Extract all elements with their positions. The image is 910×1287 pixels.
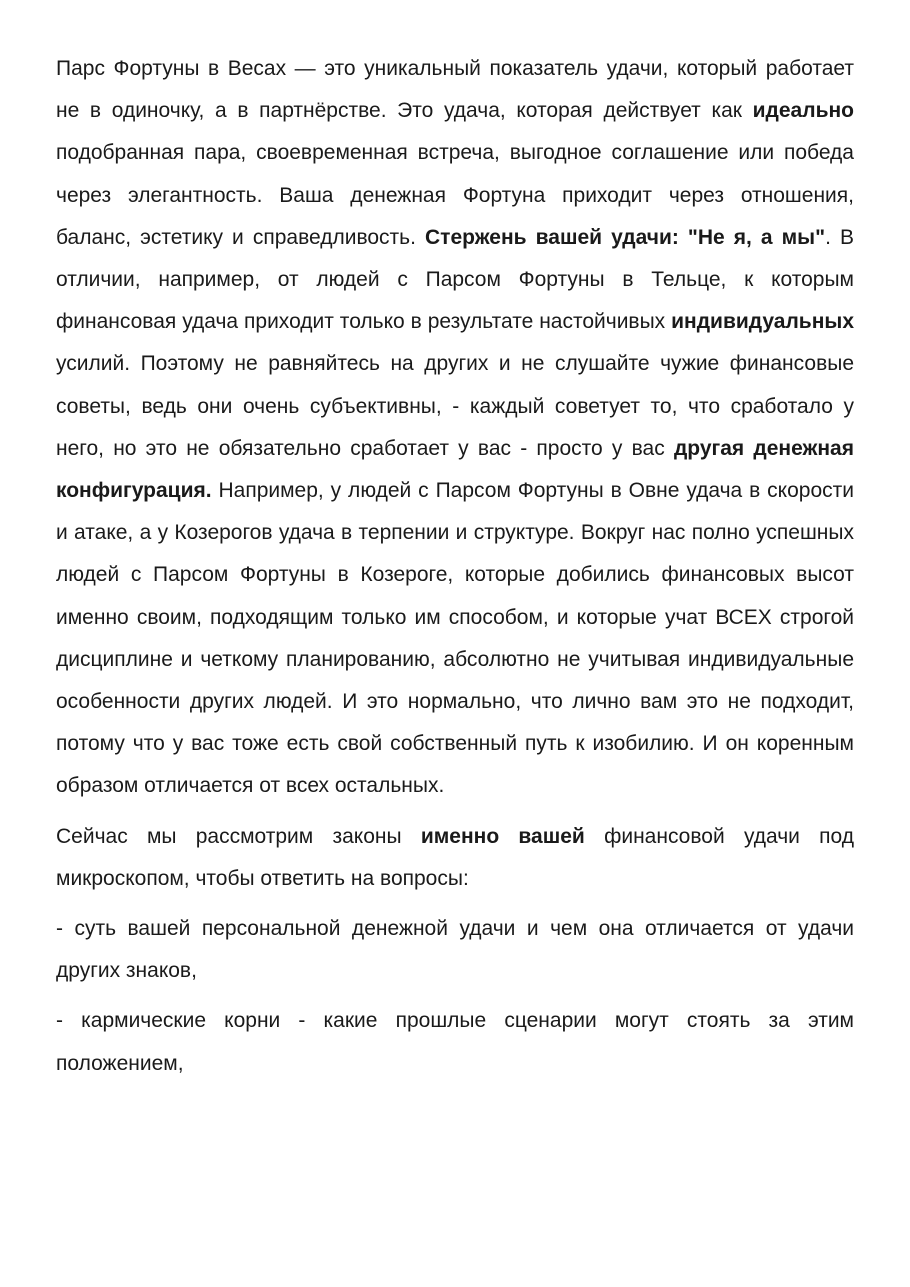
document-page bbox=[56, 48, 854, 1085]
emphasis-text: индивидуальных bbox=[671, 310, 854, 334]
emphasis-text: другая денежная конфигурация. bbox=[56, 436, 854, 503]
body-paragraph bbox=[56, 48, 854, 808]
paragraph-text: Например, у людей с Парсом Фортуны в Овне удача в скорости и атаке, а у Козерогов удача в терпении и структуре. Вокруг нас полно успешных людей с Парсом Фортуны в Козероге, которые добились финансовых высот именно своим, подходящим только им способом, и которые учат ВСЕХ строгой дисциплине и четкому планированию, абсолютно не учитывая индивидуальные особенности других людей. И это нормально, что лично вам это не подходит, потому что у вас тоже есть свой собственный путь к изобилию. И он коренным образом отличается от всех остальных. bbox=[56, 479, 854, 798]
paragraph-text: подобранная пара, своевременная встреча, выгодное соглашение или победа через элегантность. Ваша денежная Фортуна приходит через отношения, баланс, эстетику и справедливость. bbox=[56, 141, 854, 249]
paragraph-text: Парс Фортуны в Весах — это уникальный показатель удачи, который работает не в одиночку, а в партнёрстве. Это удача, которая действует как bbox=[56, 57, 854, 123]
body-paragraph bbox=[56, 816, 854, 900]
paragraph-text: усилий. Поэтому не равняйтесь на других и не слушайте чужие финансовые советы, ведь они очень субъективны, - каждый советует то, что сработало у него, но это не обязательно сработает у вас - просто у вас bbox=[56, 352, 854, 460]
paragraph-text: финансовой удачи под микроскопом, чтобы ответить на вопросы: bbox=[56, 824, 854, 890]
list-item: - кармические корни - какие прошлые сценарии могут стоять за этим положением, bbox=[56, 1009, 854, 1075]
paragraph-text: . В отличии, например, от людей с Парсом Фортуны в Тельце, к которым финансовая удача приходит только в результате настойчивых bbox=[56, 225, 854, 334]
paragraph-text: Сейчас мы рассмотрим законы bbox=[56, 824, 421, 848]
emphasis-text: идеально bbox=[752, 99, 854, 123]
list-item: - суть вашей персональной денежной удачи и чем она отличается от удачи других знаков, bbox=[56, 917, 854, 983]
emphasis-text: Стержень вашей удачи: "Не я, а мы" bbox=[425, 225, 826, 249]
emphasis-text: именно вашей bbox=[420, 824, 585, 848]
